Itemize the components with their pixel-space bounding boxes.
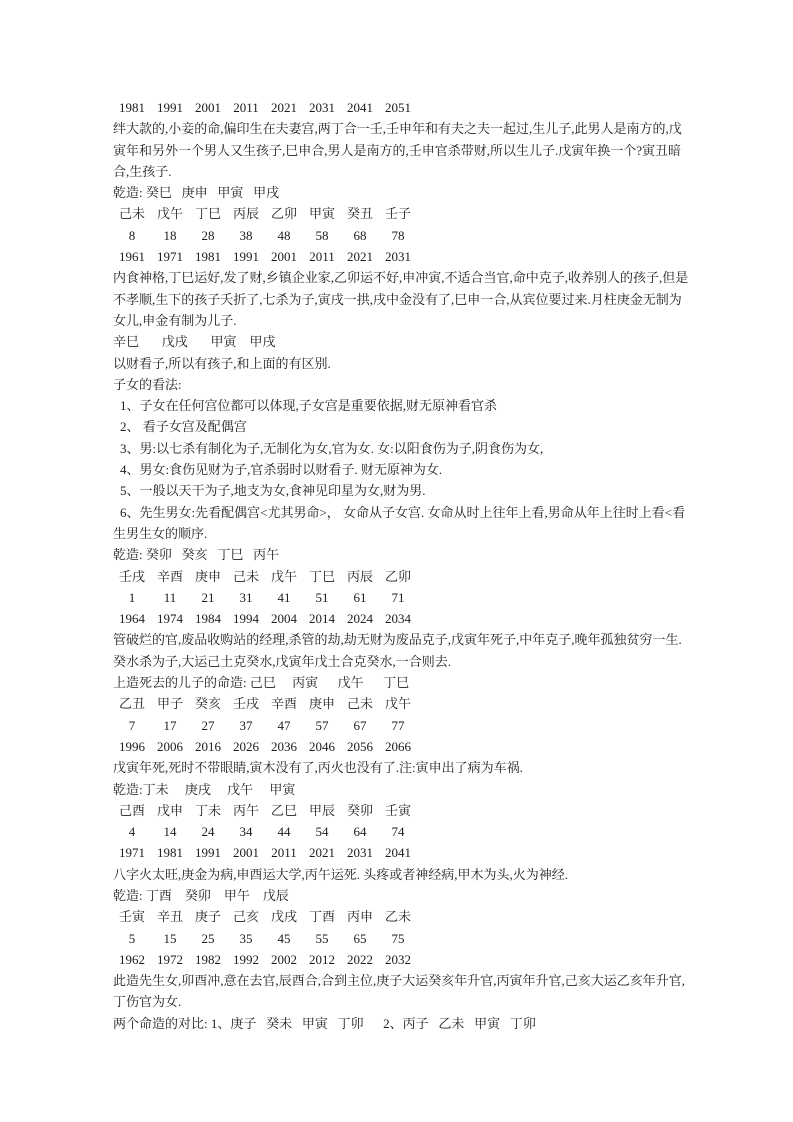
cell: 2001 <box>233 845 259 861</box>
cell: 2021 <box>347 249 373 265</box>
cell: 67 <box>353 717 367 733</box>
cell: 己未 <box>346 696 373 712</box>
cell: 癸亥 <box>194 696 221 712</box>
cell: 乙卯 <box>384 568 411 584</box>
cell: 41 <box>277 589 291 605</box>
cell: 甲辰 <box>308 802 335 818</box>
pillars-line: 辛巳 戊戌 甲寅 甲戌 <box>113 334 276 350</box>
cell: 61 <box>353 589 367 605</box>
cell: 戊午 <box>384 696 411 712</box>
cell: 18 <box>163 227 177 243</box>
cell: 25 <box>201 930 215 946</box>
cell: 1961 <box>119 249 145 265</box>
cell: 1982 <box>195 951 221 967</box>
cell: 己未 <box>118 206 145 222</box>
cell: 庚子 <box>194 909 221 925</box>
cell: 癸卯 <box>346 802 373 818</box>
cell: 31 <box>239 589 253 605</box>
cell: 丁酉 <box>308 909 335 925</box>
cell: 甲子 <box>156 696 183 712</box>
cell: 1972 <box>157 951 183 967</box>
paragraph: 八字火太旺,庚金为病,申酉运大学,丙午运死. 头疼或者神经病,甲木为头,火为神经. <box>113 866 569 882</box>
cell: 1991 <box>157 100 183 115</box>
cell: 2011 <box>309 249 335 265</box>
cell: 戊午 <box>156 206 183 222</box>
cell: 乙未 <box>384 909 411 925</box>
list-item: 5、一般以天干为子,地支为女,食神见印星为女,财为男. <box>120 483 426 499</box>
luck-years-row <box>113 97 691 118</box>
luck-pillars-row <box>113 693 691 714</box>
luck-years-row <box>113 949 691 970</box>
cell: 2011 <box>233 100 259 115</box>
cell: 丙辰 <box>232 206 259 222</box>
luck-pillars-row <box>113 203 691 224</box>
paragraph: 管破烂的官,废品收购站的经理,杀管的劫,劫无财为废品克子,戊寅年死子,中年克子,晚年孤独贫穷一生. <box>113 632 682 648</box>
cell: 14 <box>163 824 177 840</box>
cell: 2022 <box>347 951 373 967</box>
cell: 戊申 <box>156 802 183 818</box>
cell: 乙丑 <box>118 696 145 712</box>
cell: 2041 <box>385 845 411 861</box>
cell: 4 <box>128 824 136 840</box>
cell: 2046 <box>309 738 335 754</box>
cell: 1964 <box>119 611 145 627</box>
cell: 2014 <box>309 611 335 627</box>
cell: 壬寅 <box>384 802 411 818</box>
cell: 2006 <box>157 738 183 754</box>
cell: 1974 <box>157 611 183 627</box>
cell: 壬子 <box>384 206 411 222</box>
cell: 乙巳 <box>270 802 297 818</box>
paragraph: 此造先生女,卯酉冲,意在去官,辰酉合,合到主位,庚子大运癸亥年升官,丙寅年升官,己亥大运乙亥年升官,丁伤官为女. <box>113 973 686 1010</box>
start-ages-row <box>113 225 691 246</box>
cell: 44 <box>277 824 291 840</box>
cell: 2051 <box>385 100 411 115</box>
cell: 58 <box>315 227 329 243</box>
cell: 丁巳 <box>194 206 221 222</box>
cell: 2021 <box>309 845 335 861</box>
compare-line: 两个命造的对比: 1、庚子 癸未 甲寅 丁卯 2、丙子 乙未 甲寅 丁卯 <box>113 1015 536 1031</box>
cell: 戊戌 <box>270 909 297 925</box>
cell: 7 <box>128 717 136 733</box>
cell: 21 <box>201 589 215 605</box>
cell: 2004 <box>271 611 297 627</box>
cell: 1962 <box>119 951 145 967</box>
cell: 15 <box>163 930 177 946</box>
cell: 1981 <box>195 249 221 265</box>
cell: 己酉 <box>118 802 145 818</box>
paragraph: 戊寅年死,死时不带眼睛,寅木没有了,丙火也没有了.注:寅申出了病为车祸. <box>113 760 523 776</box>
cell: 己亥 <box>232 909 259 925</box>
cell: 乙卯 <box>270 206 297 222</box>
cell: 2011 <box>271 845 297 861</box>
cell: 48 <box>277 227 291 243</box>
cell: 51 <box>315 589 329 605</box>
cell: 戊午 <box>270 568 297 584</box>
cell: 丙申 <box>346 909 373 925</box>
cell: 2056 <box>347 738 373 754</box>
cell: 2041 <box>347 100 373 115</box>
cell: 2016 <box>195 738 221 754</box>
cell: 2066 <box>385 738 411 754</box>
luck-pillars-row <box>113 800 691 821</box>
mingzao-line: 乾造: 丁酉 癸卯 甲午 戊辰 <box>113 887 289 903</box>
cell: 64 <box>353 824 367 840</box>
cell: 己未 <box>232 568 259 584</box>
cell: 24 <box>201 824 215 840</box>
cell: 甲寅 <box>308 206 335 222</box>
luck-years-row <box>113 246 691 267</box>
cell: 2002 <box>271 951 297 967</box>
cell: 75 <box>391 930 405 946</box>
luck-pillars-row <box>113 566 691 587</box>
cell: 2012 <box>309 951 335 967</box>
mingzao-line: 上造死去的儿子的命造: 己巳 丙寅 戊午 丁巳 <box>113 675 410 691</box>
luck-pillars-row <box>113 906 691 927</box>
cell: 2034 <box>385 611 411 627</box>
paragraph: 以财看子,所以有孩子,和上面的有区别. <box>113 355 331 371</box>
paragraph: 绊大款的,小妾的命,偏印生在夫妻宫,两丁合一壬,壬申年和有夫之夫一起过,生儿子,此男人是南方的,戊寅年和另外一个男人又生孩子,巳申合,男人是南方的,壬申官杀带财,所以生儿子.戊寅年换一个?寅丑暗合,生孩子. <box>113 121 682 179</box>
cell: 1984 <box>195 611 221 627</box>
cell: 壬寅 <box>118 909 145 925</box>
cell: 2001 <box>271 249 297 265</box>
cell: 癸丑 <box>346 206 373 222</box>
cell: 1991 <box>233 249 259 265</box>
cell: 2031 <box>385 249 411 265</box>
paragraph: 癸水杀为子,大运己土克癸水,戊寅年戊土合克癸水,一合则去. <box>113 653 452 669</box>
document-content <box>113 97 691 1034</box>
cell: 78 <box>391 227 405 243</box>
start-ages-row <box>113 821 691 842</box>
list-item: 4、男女:食伤见财为子,官杀弱时以财看子. 财无原神为女. <box>120 462 443 478</box>
cell: 丙午 <box>232 802 259 818</box>
cell: 74 <box>391 824 405 840</box>
cell: 34 <box>239 824 253 840</box>
luck-years-row <box>113 608 691 629</box>
luck-years-row <box>113 736 691 757</box>
cell: 壬戌 <box>118 568 145 584</box>
cell: 8 <box>128 227 136 243</box>
luck-years-row <box>113 842 691 863</box>
mingzao-line: 乾造:丁未 庚戌 戊午 甲寅 <box>113 781 296 797</box>
cell: 2001 <box>195 100 221 115</box>
cell: 37 <box>239 717 253 733</box>
cell: 45 <box>277 930 291 946</box>
cell: 丁巳 <box>308 568 335 584</box>
cell: 1981 <box>119 100 145 115</box>
cell: 1992 <box>233 951 259 967</box>
mingzao-line: 乾造: 癸卯 癸亥 丁巳 丙午 <box>113 547 280 563</box>
cell: 35 <box>239 930 253 946</box>
cell: 57 <box>315 717 329 733</box>
cell: 2032 <box>385 951 411 967</box>
cell: 17 <box>163 717 177 733</box>
cell: 2031 <box>347 845 373 861</box>
cell: 28 <box>201 227 215 243</box>
list-item: 6、先生男女:先看配偶宫<尤其男命>， 女命从子女宫. 女命从时上往年上看,男命从年上往时上看<看生男生女的顺序. <box>113 504 686 541</box>
cell: 2026 <box>233 738 259 754</box>
cell: 11 <box>163 589 177 605</box>
cell: 2024 <box>347 611 373 627</box>
cell: 壬戌 <box>232 696 259 712</box>
cell: 5 <box>128 930 136 946</box>
list-item: 3、男:以七杀有制化为子,无制化为女,官为女. 女:以阳食伤为子,阴食伤为女, <box>120 440 544 456</box>
list-item: 2、 看子女宫及配偶宫 <box>120 419 247 435</box>
cell: 55 <box>315 930 329 946</box>
cell: 1996 <box>119 738 145 754</box>
cell: 77 <box>391 717 405 733</box>
list-item: 1、子女在任何宫位都可以体现,子女宫是重要依据,财无原神看官杀 <box>120 398 498 414</box>
cell: 1971 <box>157 249 183 265</box>
cell: 68 <box>353 227 367 243</box>
cell: 1981 <box>157 845 183 861</box>
cell: 辛酉 <box>270 696 297 712</box>
cell: 辛酉 <box>156 568 183 584</box>
cell: 辛丑 <box>156 909 183 925</box>
cell: 27 <box>201 717 215 733</box>
cell: 2031 <box>309 100 335 115</box>
paragraph: 内食神格,丁巳运好,发了财,乡镇企业家,乙卯运不好,申冲寅,不适合当官,命中克子,收养别人的孩子,但是不孝顺,生下的孩子夭折了,七杀为子,寅戌一拱,戌中金没有了,巳申一合,从宾位要过来.月柱庚金无制为女儿,申金有制为儿子. <box>113 270 689 328</box>
cell: 1994 <box>233 611 259 627</box>
cell: 庚申 <box>308 696 335 712</box>
start-ages-row <box>113 928 691 949</box>
mingzao-line: 乾造: 癸巳 庚申 甲寅 甲戌 <box>113 185 280 201</box>
cell: 38 <box>239 227 253 243</box>
start-ages-row <box>113 587 691 608</box>
cell: 47 <box>277 717 291 733</box>
cell: 庚申 <box>194 568 221 584</box>
cell: 丁未 <box>194 802 221 818</box>
cell: 2036 <box>271 738 297 754</box>
cell: 2021 <box>271 100 297 115</box>
cell: 丙辰 <box>346 568 373 584</box>
cell: 71 <box>391 589 405 605</box>
cell: 1971 <box>119 845 145 861</box>
cell: 54 <box>315 824 329 840</box>
cell: 1991 <box>195 845 221 861</box>
section-heading: 子女的看法: <box>113 376 182 392</box>
start-ages-row <box>113 715 691 736</box>
cell: 1 <box>128 589 136 605</box>
cell: 65 <box>353 930 367 946</box>
